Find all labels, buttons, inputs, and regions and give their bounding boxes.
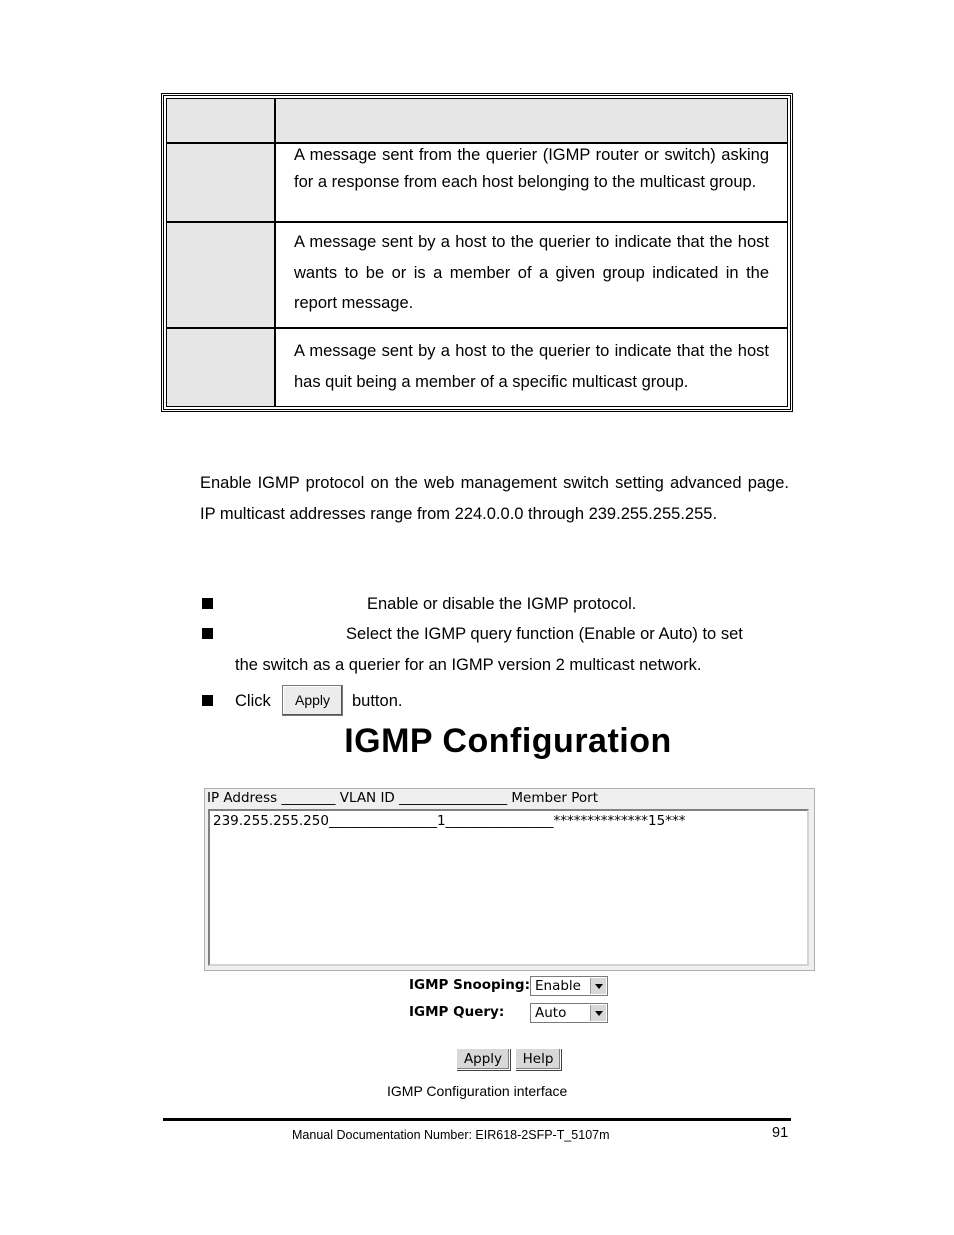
bullet-button-text: button.: [352, 692, 403, 710]
group-listbox[interactable]: [208, 809, 809, 966]
bullet-query-text: Select the IGMP query function (Enable or Auto) to set: [346, 625, 743, 643]
bullet-icon: [202, 695, 213, 706]
bullet-snooping-text: Enable or disable the IGMP protocol.: [367, 595, 637, 613]
footer-divider: [163, 1118, 791, 1121]
igmp-snooping-label: IGMP Snooping:: [409, 977, 530, 993]
chevron-down-icon[interactable]: [590, 1005, 606, 1021]
igmp-group-list: [204, 788, 815, 971]
igmp-query-label: IGMP Query:: [409, 1004, 505, 1020]
help-button[interactable]: Help: [515, 1048, 561, 1070]
bullet-icon: [202, 598, 213, 609]
table-row-leave-description: A message sent by a host to the querier to indicate that the host has quit being a member of a specific multicast group.: [294, 342, 769, 391]
message-table: [161, 93, 793, 412]
page-title: IGMP Configuration: [344, 722, 672, 760]
bullet-click-text: Click: [235, 692, 271, 710]
chevron-down-icon[interactable]: [590, 978, 606, 994]
bullet-icon: [202, 628, 213, 639]
footer-doc-number: Manual Documentation Number: EIR618-2SFP-T_5107m: [292, 1128, 610, 1142]
igmp-query-select[interactable]: [530, 1003, 608, 1023]
list-item[interactable]: 239.255.255.250________________1________________**************15***: [213, 813, 686, 829]
table-row-query-description: A message sent from the querier (IGMP router or switch) asking for a response from each host belonging to the multicast group.: [294, 146, 769, 191]
list-header: IP Address ________ VLAN ID ________________ Member Port: [207, 790, 598, 806]
apply-button[interactable]: Apply: [456, 1048, 510, 1070]
message-table-body: [166, 98, 788, 407]
intro-paragraph: Enable IGMP protocol on the web management switch setting advanced page. IP multicast addresses range from 224.0.0.0 through 239.255.255.255.: [200, 474, 789, 523]
bullet-query-text-cont: the switch as a querier for an IGMP version 2 multicast network.: [235, 656, 702, 674]
igmp-snooping-value: Enable: [535, 978, 581, 994]
row-divider: [167, 221, 787, 223]
table-row-report-description: A message sent by a host to the querier to indicate that the host wants to be or is a member of a given group indicated in the report message.: [294, 233, 769, 312]
row-divider: [167, 327, 787, 329]
page-number: 91: [772, 1125, 789, 1141]
inline-apply-button[interactable]: Apply: [282, 685, 343, 716]
igmp-query-value: Auto: [535, 1005, 567, 1021]
figure-caption: IGMP Configuration interface: [387, 1083, 568, 1099]
igmp-snooping-select[interactable]: [530, 976, 608, 996]
